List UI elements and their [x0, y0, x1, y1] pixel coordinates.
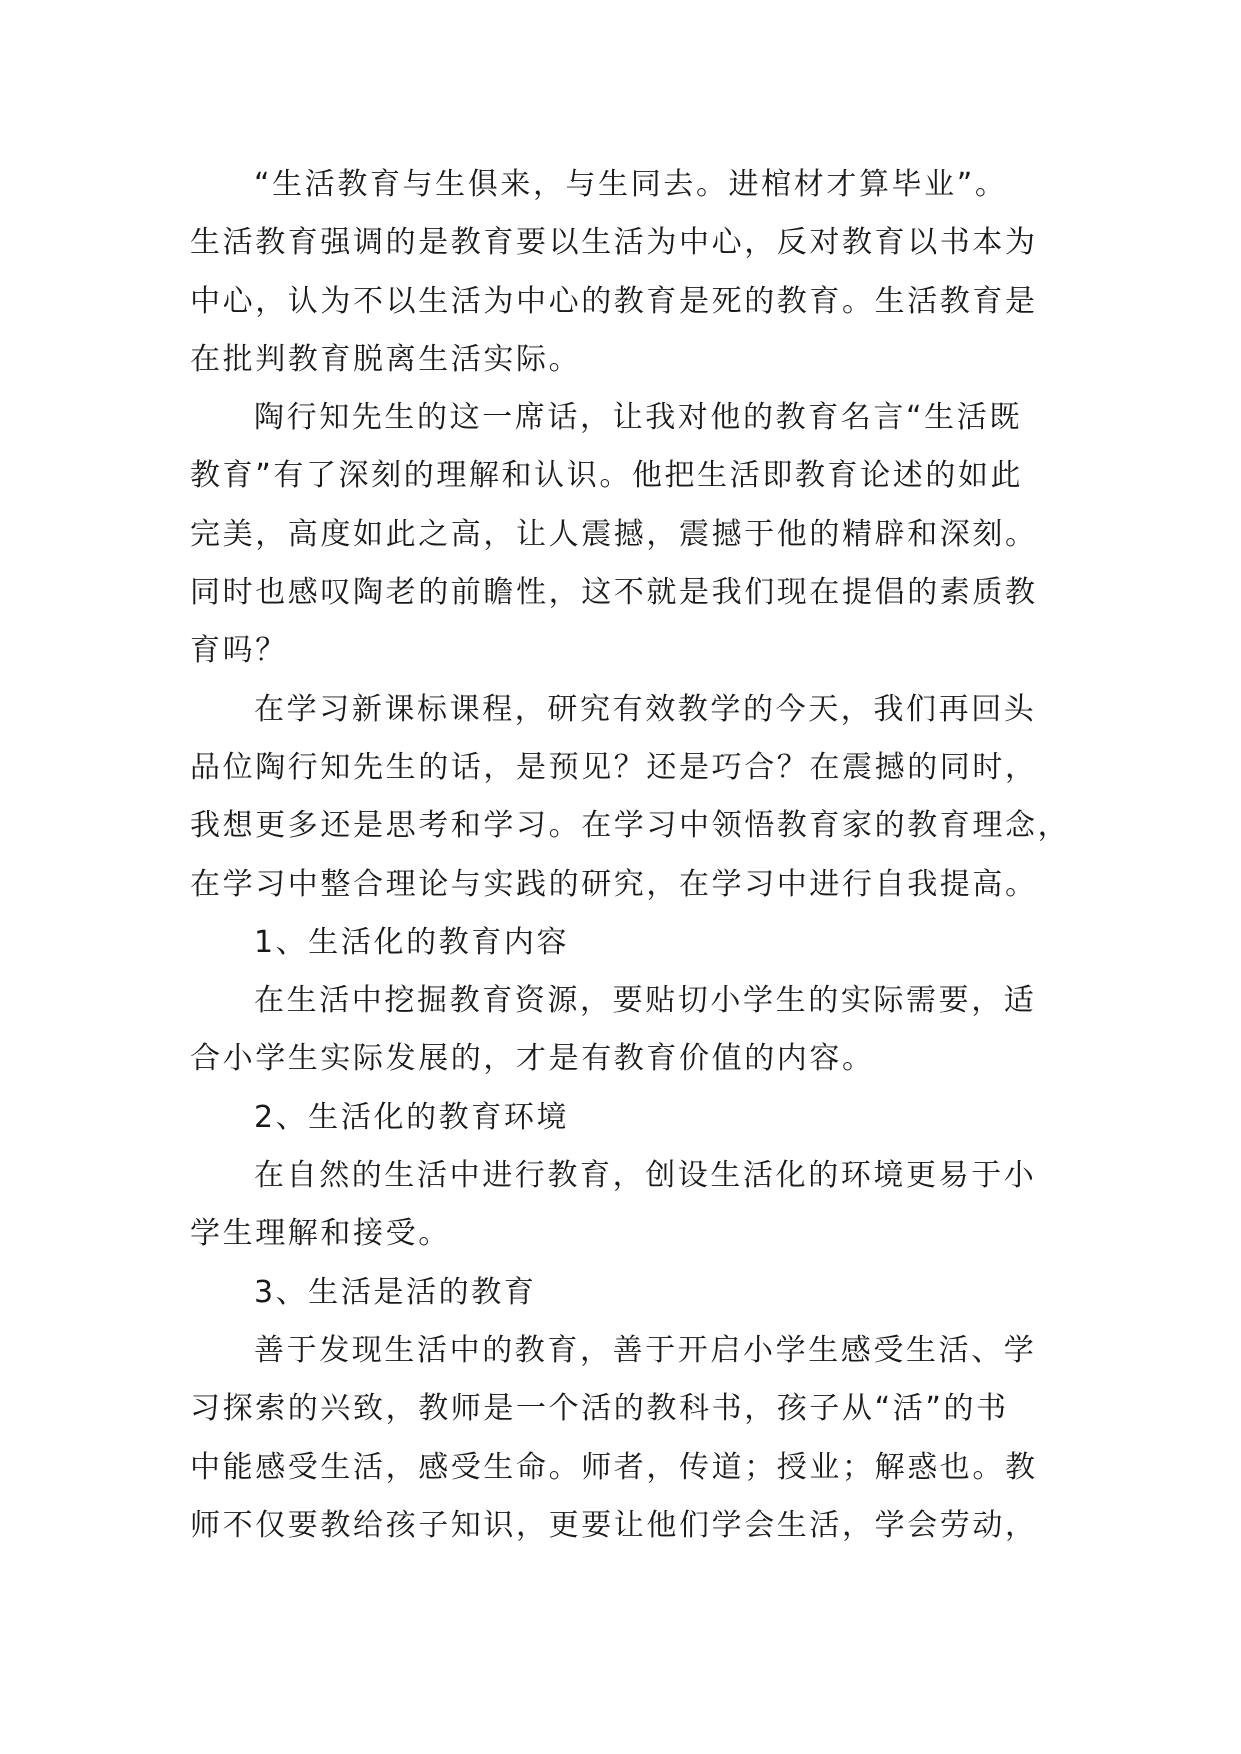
- text-line: 育吗？: [190, 633, 288, 669]
- document-body: [190, 156, 1070, 1555]
- text-line: 1、生活化的教育内容: [254, 924, 570, 960]
- text-line: 生活教育强调的是教育要以生活为中心，反对教育以书本为: [190, 225, 1038, 261]
- text-line: 2、生活化的教育环境: [254, 1099, 570, 1135]
- text-line: 中能感受生活，感受生命。师者，传道；授业；解惑也。教: [190, 1449, 1038, 1485]
- text-line: 在生活中挖掘教育资源，要贴切小学生的实际需要，适: [254, 983, 1037, 1019]
- text-line: 在学习中整合理论与实践的研究，在学习中进行自我提高。: [190, 866, 1038, 902]
- text-line: 品位陶行知先生的话，是预见？还是巧合？在震撼的同时，: [190, 749, 1038, 785]
- text-line: 在学习新课标课程，研究有效教学的今天，我们再回头: [254, 691, 1037, 727]
- text-line: 习探索的兴致，教师是一个活的教科书，孩子从“活”的书: [190, 1391, 1009, 1427]
- text-line: 3、生活是活的教育: [254, 1274, 537, 1310]
- text-line: 陶行知先生的这一席话，让我对他的教育名言“生活既: [254, 400, 1022, 436]
- text-line: 教育”有了深刻的理解和认识。他把生活即教育论述的如此: [190, 458, 1024, 494]
- text-line: 在批判教育脱离生活实际。: [190, 341, 582, 377]
- text-line: 同时也感叹陶老的前瞻性，这不就是我们现在提倡的素质教: [190, 575, 1038, 611]
- text-line: 中心，认为不以生活为中心的教育是死的教育。生活教育是: [190, 283, 1038, 319]
- text-line: 合小学生实际发展的，才是有教育价值的内容。: [190, 1041, 875, 1077]
- text-line: 我想更多还是思考和学习。在学习中领悟教育家的教育理念，: [190, 808, 1071, 844]
- text-line: 善于发现生活中的教育，善于开启小学生感受生活、学: [254, 1332, 1037, 1368]
- text-line: 完美，高度如此之高，让人震撼，震撼于他的精辟和深刻。: [190, 516, 1038, 552]
- text-line: 师不仅要教给孩子知识，更要让他们学会生活，学会劳动，: [190, 1507, 1038, 1543]
- text-line: 学生理解和接受。: [190, 1216, 451, 1252]
- text-line: “生活教育与生俱来，与生同去。进棺材才算毕业”。: [254, 167, 1008, 202]
- text-line: 在自然的生活中进行教育，创设生活化的环境更易于小: [254, 1158, 1037, 1194]
